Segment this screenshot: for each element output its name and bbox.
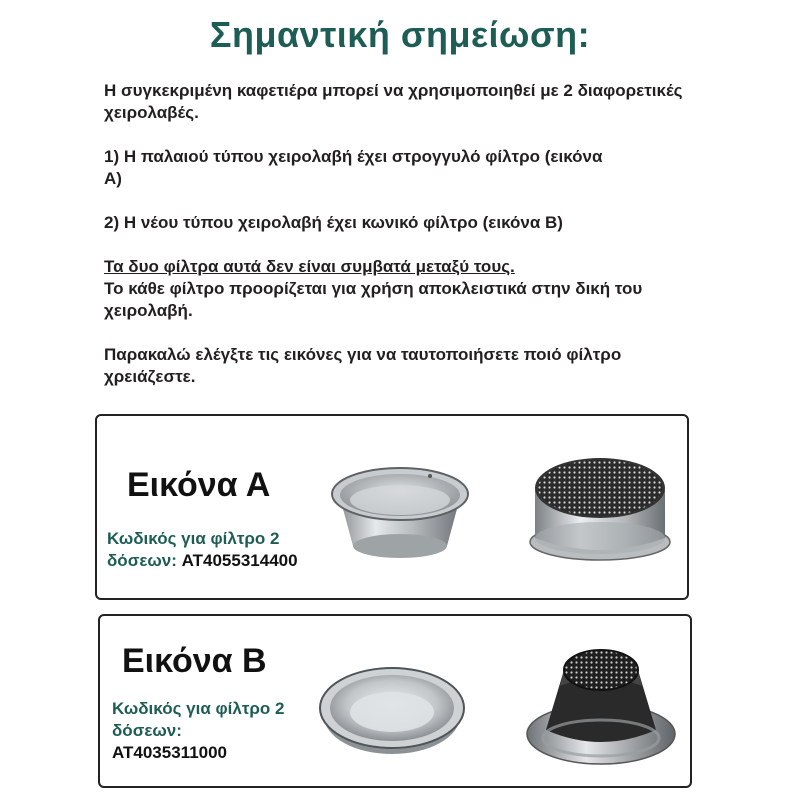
panel-b-code	[112, 698, 312, 764]
page-title: Σημαντική σημείωση:	[209, 14, 591, 55]
compatibility-detail: Το κάθε φίλτρο προορίζεται για χρήση αποκλειστικά στην δική του χειρολαβή.	[104, 279, 643, 320]
panel-a-code	[107, 528, 337, 572]
intro-text	[104, 80, 704, 410]
panel-a-heading: Εικόνα Α	[127, 466, 271, 504]
intro-line: Η συγκεκριμένη καφετιέρα μπορεί να χρησιμοποιηθεί με 2 διαφορετικές χειρολαβές.	[104, 81, 683, 122]
conical-filter-inside-image	[316, 650, 468, 758]
item-conical-filter: 2) Η νέου τύπου χειρολαβή έχει κωνικό φίλτρο (εικόνα Β)	[104, 213, 563, 232]
item-round-filter: 1) Η παλαιού τύπου χειρολαβή έχει στρογγυλό φίλτρο (εικόνα Α)	[104, 147, 603, 188]
panel-image-a	[95, 414, 689, 600]
round-filter-inside-image	[325, 454, 475, 564]
compatibility-warning: Τα δυο φίλτρα αυτά δεν είναι συμβατά μεταξύ τους.	[104, 257, 515, 276]
panel-b-code-value: AT4035311000	[112, 743, 228, 762]
instruction-text: Παρακαλώ ελέγξτε τις εικόνες για να ταυτοποιήσετε ποιό φίλτρο χρειάζεστε.	[104, 345, 622, 386]
panel-a-code-label: Κωδικός για φίλτρο 2 δόσεων:	[107, 529, 280, 570]
panel-b-heading: Εικόνα Β	[122, 642, 267, 680]
panel-b-code-label: Κωδικός για φίλτρο 2 δόσεων:	[112, 699, 285, 740]
compatibility-notice	[104, 256, 704, 322]
panel-image-b	[98, 614, 692, 788]
panel-a-code-value: AT4055314400	[181, 551, 298, 570]
round-filter-bottom-image	[527, 450, 673, 570]
conical-filter-bottom-image	[524, 630, 678, 770]
